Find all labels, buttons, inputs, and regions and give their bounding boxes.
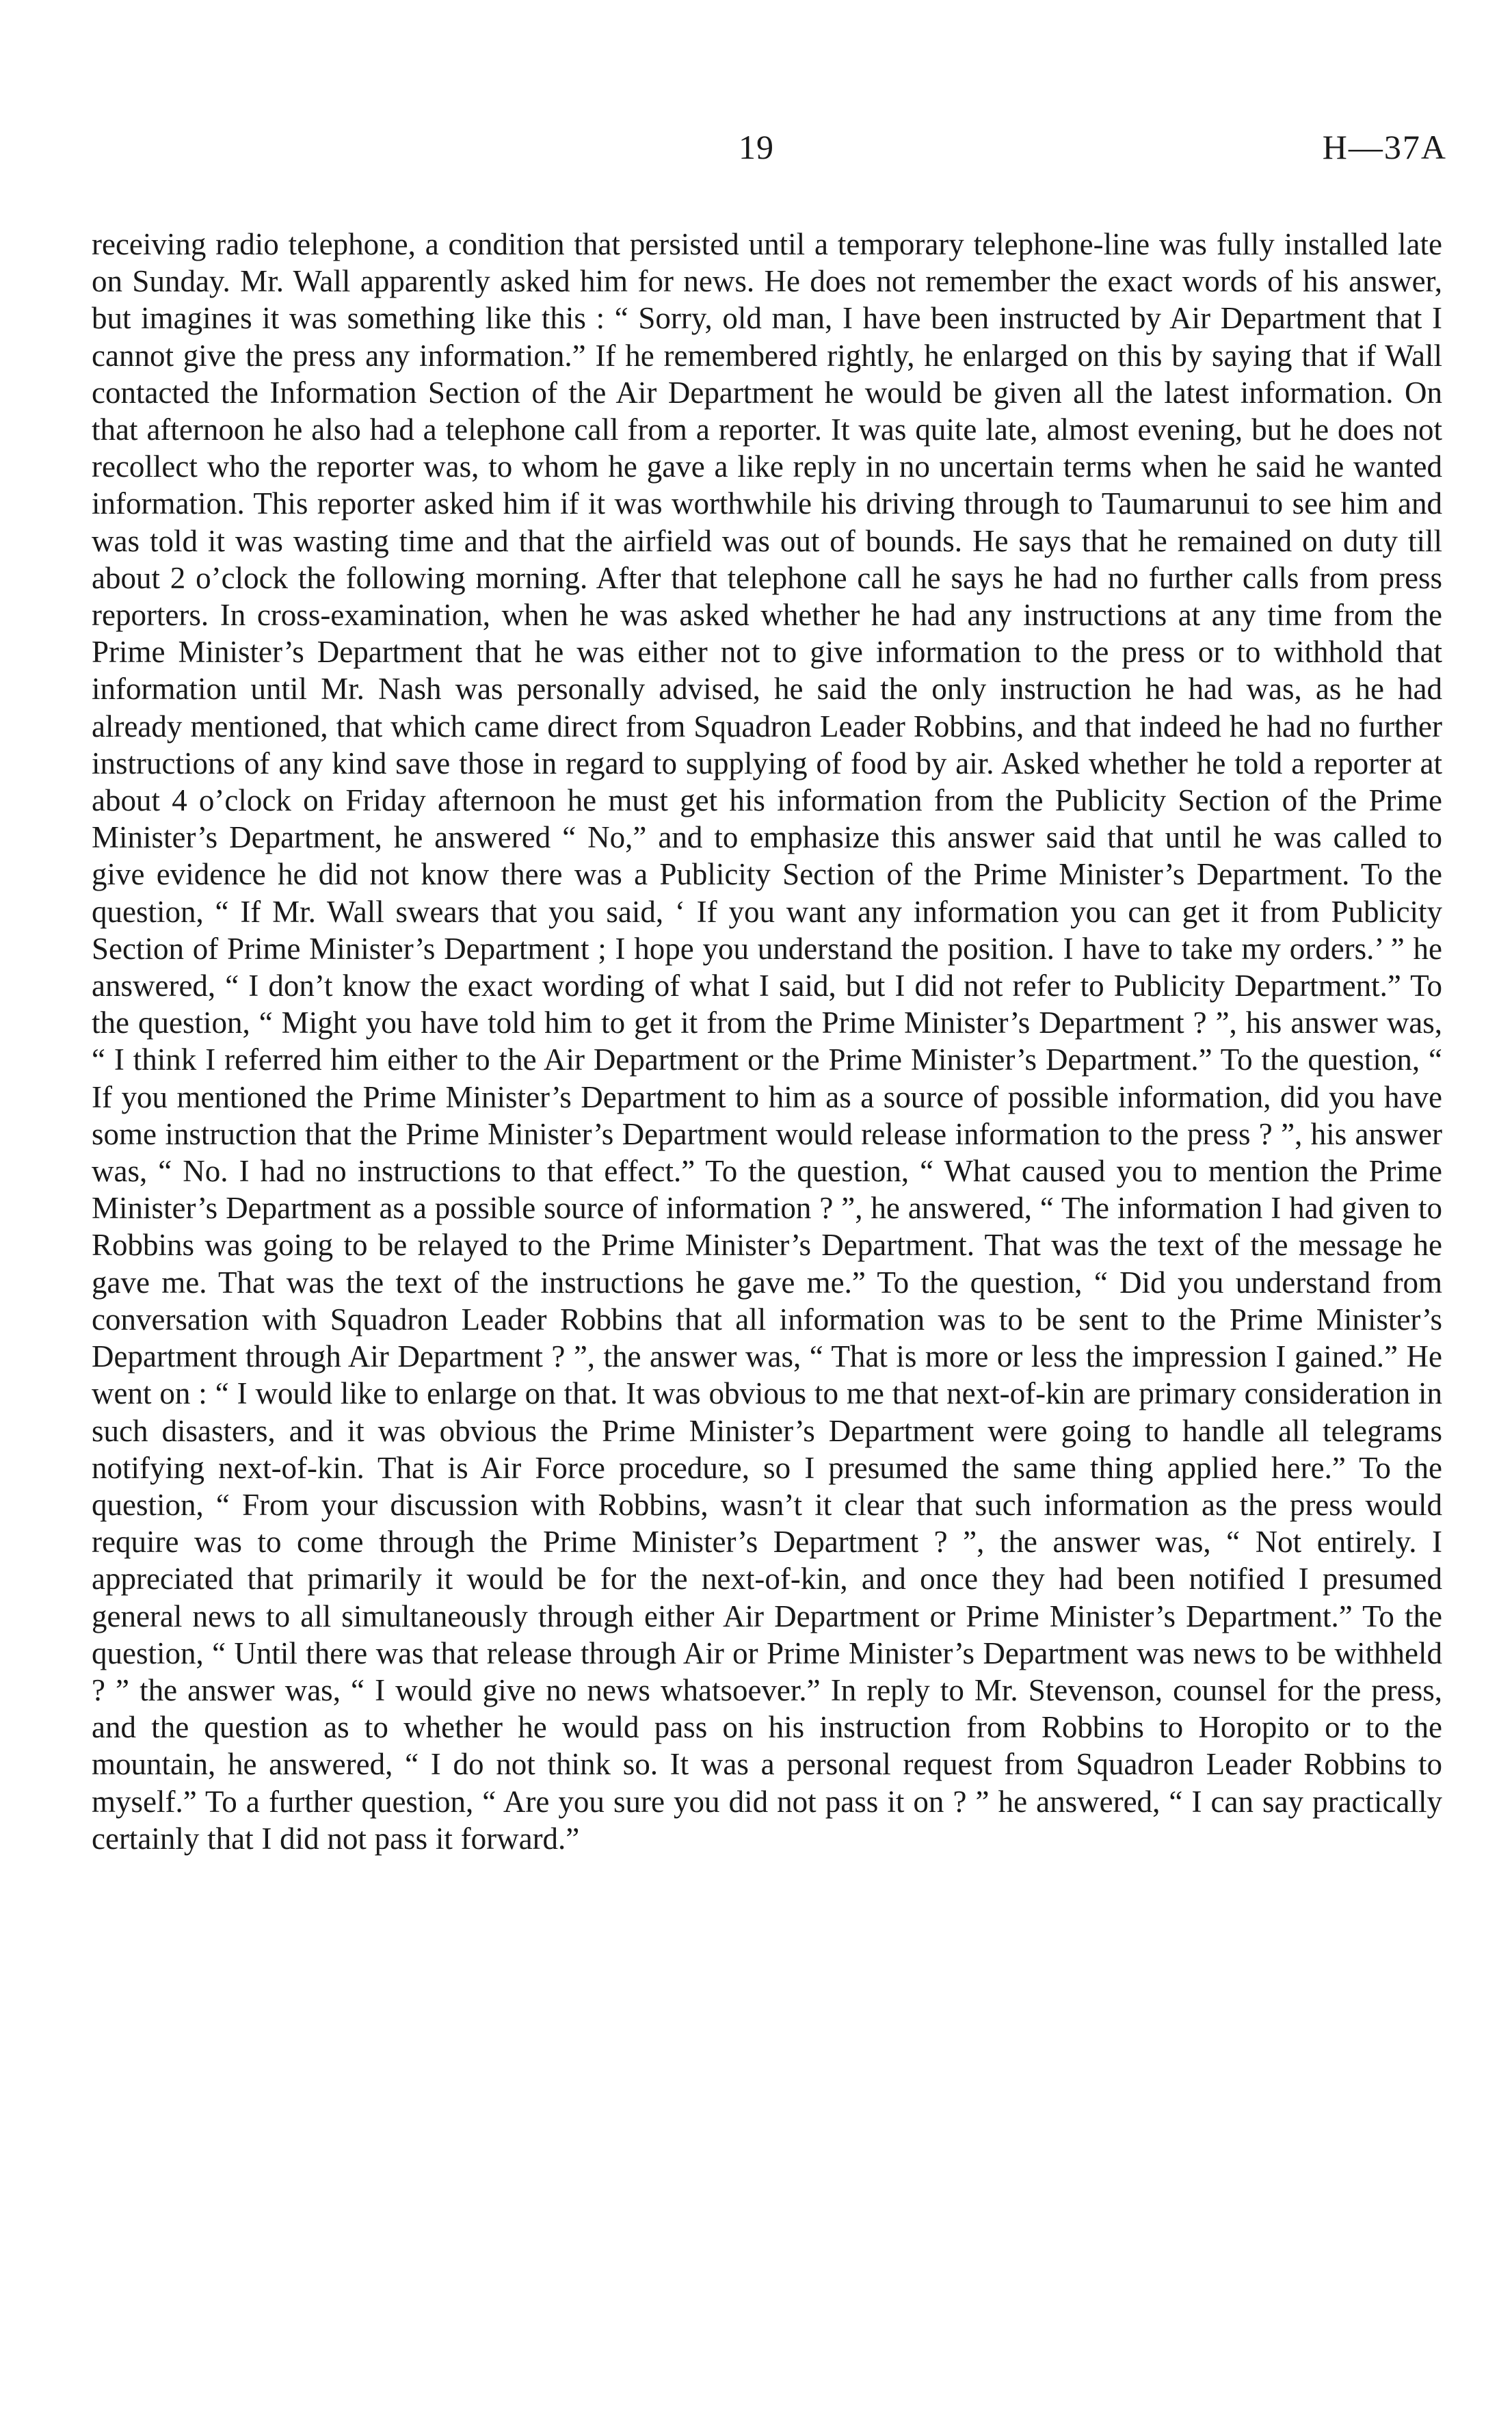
document-reference: H—37A: [1322, 128, 1447, 166]
body-paragraph: receiving radio telephone, a condition that persisted until a temporary telephone-line was fully installed late on Sunday. Mr. Wall apparently asked him for news. He does not remember the exact words of his answer, but imagines it was something like this : “ Sorry, old man, I have been instructed by Air Department that I cannot give the press any information.” If he remembered rightly, he enlarged on this by saying that if Wall contacted the Information Section of the Air Department he would be given all the latest information. On that afternoon he also had a telephone call from a reporter. It was quite late, almost evening, but he does not recollect who the reporter was, to whom he gave a like reply in no uncertain terms when he said he wanted information. This reporter asked him if it was worthwhile his driving through to Taumarunui to see him and was told it was wasting time and that the airfield was out of bounds. He says that he remained on duty till about 2 o’clock the following morning. After that telephone call he says he had no further calls from press reporters. In cross-examination, when he was asked whether he had any instructions at any time from the Prime Minister’s Department that he was either not to give information to the press or to withhold that information until Mr. Nash was personally advised, he said the only instruction he had was, as he had already mentioned, that which came direct from Squadron Leader Robbins, and that indeed he had no further instructions of any kind save those in regard to supplying of food by air. Asked whether he told a reporter at about 4 o’clock on Friday afternoon he must get his information from the Publicity Section of the Prime Minister’s Department, he answered “ No,” and to emphasize this answer said that until he was called to give evidence he did not know there was a Publicity Section of the Prime Minister’s Department. To the question, “ If Mr. Wall swears that you said, ‘ If you want any information you can get it from Publicity Section of Prime Minister’s Department ; I hope you understand the position. I have to take my orders.’ ” he answered, “ I don’t know the exact wording of what I said, but I did not refer to Publicity Department.” To the question, “ Might you have told him to get it from the Prime Minister’s Department ? ”, his answer was, “ I think I referred him either to the Air Department or the Prime Minister’s Department.” To the question, “ If you mentioned the Prime Minister’s Department to him as a source of possible information, did you have some instruction that the Prime Minister’s Department would release information to the press ? ”, his answer was, “ No. I had no instructions to that effect.” To the question, “ What caused you to mention the Prime Minister’s Department as a possible source of information ? ”, he answered, “ The information I had given to Robbins was going to be relayed to the Prime Minister’s Department. That was the text of the message he gave me. That was the text of the instructions he gave me.” To the question, “ Did you understand from conversation with Squadron Leader Robbins that all information was to be sent to the Prime Minister’s Department through Air Department ? ”, the answer was, “ That is more or less the impression I gained.” He went on : “ I would like to enlarge on that. It was obvious to me that next-of-kin are primary consideration in such disasters, and it was obvious the Prime Minister’s Department were going to handle all telegrams notifying next-of-kin. That is Air Force procedure, so I presumed the same thing applied here.” To the question, “ From your discussion with Robbins, wasn’t it clear that such information as the press would require was to come through the Prime Minister’s Department ? ”, the answer was, “ Not entirely. I appreciated that primarily it would be for the next-of-kin, and once they had been notified I presumed general news to all simultaneously through either Air Department or Prime Minister’s Department.” To the question, “ Until there was that release through Air or Prime Minister’s Department was news to be withheld ? ” the answer was, “ I would give no news whatsoever.” In reply to Mr. Stevenson, counsel for the press, and the question as to whether he would pass on his instruction from Robbins to Horopito or to the mountain, he answered, “ I do not think so. It was a personal request from Squadron Leader Robbins to myself.” To a further question, “ Are you sure you did not pass it on ? ” he answered, “ I can say practically certainly that I did not pass it forward.”: [92, 227, 1442, 1856]
page-number: 19: [739, 128, 774, 166]
